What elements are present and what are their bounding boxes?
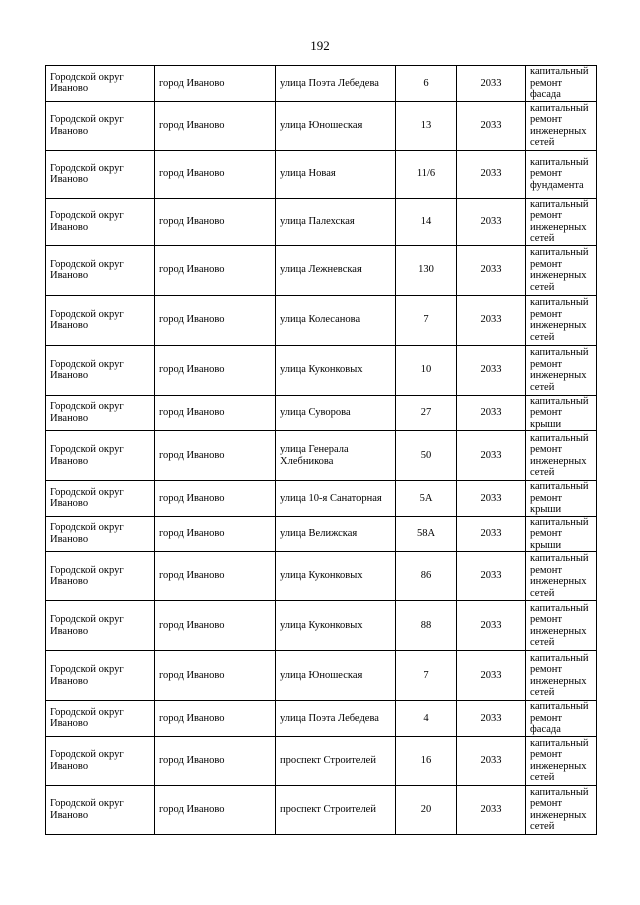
house-number-cell: 7 bbox=[396, 295, 457, 345]
street-cell: улица Суворова bbox=[276, 395, 396, 431]
okrug-cell: Городской округ Иваново bbox=[46, 66, 155, 102]
table-row bbox=[46, 481, 597, 517]
city-cell: город Иваново bbox=[155, 295, 276, 345]
table-row bbox=[46, 245, 597, 295]
street-cell: улица Куконковых bbox=[276, 345, 396, 395]
page-number: 192 bbox=[310, 38, 330, 53]
okrug-cell: Городской округ Иваново bbox=[46, 785, 155, 834]
work-type-cell: капитальный ремонт инженерных сетей bbox=[526, 295, 597, 345]
okrug-cell: Городской округ Иваново bbox=[46, 552, 155, 601]
street-cell: улица Юношеская bbox=[276, 651, 396, 701]
table-row bbox=[46, 198, 597, 245]
house-number-cell: 10 bbox=[396, 345, 457, 395]
street-cell: улица Палехская bbox=[276, 198, 396, 245]
work-type-cell: капитальный ремонт инженерных сетей bbox=[526, 431, 597, 481]
table-row bbox=[46, 150, 597, 198]
city-cell: город Иваново bbox=[155, 552, 276, 601]
work-type-cell: капитальный ремонт инженерных сетей bbox=[526, 601, 597, 651]
street-cell: проспект Строителей bbox=[276, 736, 396, 785]
year-cell: 2033 bbox=[457, 245, 526, 295]
city-cell: город Иваново bbox=[155, 66, 276, 102]
city-cell: город Иваново bbox=[155, 345, 276, 395]
okrug-cell: Городской округ Иваново bbox=[46, 516, 155, 552]
house-number-cell: 6 bbox=[396, 66, 457, 102]
table-row bbox=[46, 785, 597, 834]
okrug-cell: Городской округ Иваново bbox=[46, 395, 155, 431]
year-cell: 2033 bbox=[457, 345, 526, 395]
okrug-cell: Городской округ Иваново bbox=[46, 736, 155, 785]
work-type-cell: капитальный ремонт инженерных сетей bbox=[526, 101, 597, 150]
year-cell: 2033 bbox=[457, 552, 526, 601]
table-row bbox=[46, 101, 597, 150]
okrug-cell: Городской округ Иваново bbox=[46, 345, 155, 395]
city-cell: город Иваново bbox=[155, 150, 276, 198]
okrug-cell: Городской округ Иваново bbox=[46, 481, 155, 517]
street-cell: улица Колесанова bbox=[276, 295, 396, 345]
city-cell: город Иваново bbox=[155, 481, 276, 517]
city-cell: город Иваново bbox=[155, 245, 276, 295]
house-number-cell: 13 bbox=[396, 101, 457, 150]
year-cell: 2033 bbox=[457, 395, 526, 431]
street-cell: улица 10-я Санаторная bbox=[276, 481, 396, 517]
table-row bbox=[46, 395, 597, 431]
table-body bbox=[46, 66, 597, 835]
house-number-cell: 130 bbox=[396, 245, 457, 295]
year-cell: 2033 bbox=[457, 101, 526, 150]
okrug-cell: Городской округ Иваново bbox=[46, 101, 155, 150]
work-type-cell: капитальный ремонт инженерных сетей bbox=[526, 785, 597, 834]
year-cell: 2033 bbox=[457, 66, 526, 102]
table-row bbox=[46, 736, 597, 785]
street-cell: улица Куконковых bbox=[276, 552, 396, 601]
street-cell: улица Поэта Лебедева bbox=[276, 701, 396, 737]
city-cell: город Иваново bbox=[155, 431, 276, 481]
street-cell: улица Велижская bbox=[276, 516, 396, 552]
okrug-cell: Городской округ Иваново bbox=[46, 295, 155, 345]
year-cell: 2033 bbox=[457, 785, 526, 834]
table-row bbox=[46, 295, 597, 345]
work-type-cell: капитальный ремонт инженерных сетей bbox=[526, 552, 597, 601]
city-cell: город Иваново bbox=[155, 651, 276, 701]
house-number-cell: 27 bbox=[396, 395, 457, 431]
work-type-cell: капитальный ремонт фасада bbox=[526, 701, 597, 737]
okrug-cell: Городской округ Иваново bbox=[46, 601, 155, 651]
work-type-cell: капитальный ремонт инженерных сетей bbox=[526, 345, 597, 395]
year-cell: 2033 bbox=[457, 516, 526, 552]
work-type-cell: капитальный ремонт инженерных сетей bbox=[526, 651, 597, 701]
okrug-cell: Городской округ Иваново bbox=[46, 198, 155, 245]
work-type-cell: капитальный ремонт крыши bbox=[526, 481, 597, 517]
table-row bbox=[46, 431, 597, 481]
street-cell: улица Генерала Хлебникова bbox=[276, 431, 396, 481]
house-number-cell: 11/6 bbox=[396, 150, 457, 198]
city-cell: город Иваново bbox=[155, 785, 276, 834]
work-type-cell: капитальный ремонт фасада bbox=[526, 66, 597, 102]
okrug-cell: Городской округ Иваново bbox=[46, 150, 155, 198]
year-cell: 2033 bbox=[457, 481, 526, 517]
year-cell: 2033 bbox=[457, 701, 526, 737]
city-cell: город Иваново bbox=[155, 395, 276, 431]
year-cell: 2033 bbox=[457, 736, 526, 785]
city-cell: город Иваново bbox=[155, 701, 276, 737]
street-cell: проспект Строителей bbox=[276, 785, 396, 834]
house-number-cell: 86 bbox=[396, 552, 457, 601]
street-cell: улица Куконковых bbox=[276, 601, 396, 651]
house-number-cell: 50 bbox=[396, 431, 457, 481]
city-cell: город Иваново bbox=[155, 101, 276, 150]
house-number-cell: 5А bbox=[396, 481, 457, 517]
okrug-cell: Городской округ Иваново bbox=[46, 701, 155, 737]
table-row bbox=[46, 601, 597, 651]
year-cell: 2033 bbox=[457, 150, 526, 198]
street-cell: улица Поэта Лебедева bbox=[276, 66, 396, 102]
street-cell: улица Лежневская bbox=[276, 245, 396, 295]
street-cell: улица Новая bbox=[276, 150, 396, 198]
year-cell: 2033 bbox=[457, 601, 526, 651]
work-type-cell: капитальный ремонт фундамента bbox=[526, 150, 597, 198]
work-type-cell: капитальный ремонт инженерных сетей bbox=[526, 198, 597, 245]
house-number-cell: 4 bbox=[396, 701, 457, 737]
year-cell: 2033 bbox=[457, 198, 526, 245]
okrug-cell: Городской округ Иваново bbox=[46, 431, 155, 481]
house-number-cell: 58А bbox=[396, 516, 457, 552]
table-row bbox=[46, 66, 597, 102]
work-type-cell: капитальный ремонт крыши bbox=[526, 516, 597, 552]
table-row bbox=[46, 516, 597, 552]
street-cell: улица Юношеская bbox=[276, 101, 396, 150]
house-number-cell: 16 bbox=[396, 736, 457, 785]
house-number-cell: 88 bbox=[396, 601, 457, 651]
house-number-cell: 20 bbox=[396, 785, 457, 834]
table-row bbox=[46, 345, 597, 395]
year-cell: 2033 bbox=[457, 295, 526, 345]
table-row bbox=[46, 701, 597, 737]
table-row bbox=[46, 651, 597, 701]
year-cell: 2033 bbox=[457, 431, 526, 481]
house-number-cell: 7 bbox=[396, 651, 457, 701]
house-number-cell: 14 bbox=[396, 198, 457, 245]
city-cell: город Иваново bbox=[155, 736, 276, 785]
work-type-cell: капитальный ремонт крыши bbox=[526, 395, 597, 431]
okrug-cell: Городской округ Иваново bbox=[46, 651, 155, 701]
work-type-cell: капитальный ремонт инженерных сетей bbox=[526, 736, 597, 785]
city-cell: город Иваново bbox=[155, 198, 276, 245]
table-row bbox=[46, 552, 597, 601]
housing-repair-table bbox=[45, 65, 597, 835]
okrug-cell: Городской округ Иваново bbox=[46, 245, 155, 295]
year-cell: 2033 bbox=[457, 651, 526, 701]
work-type-cell: капитальный ремонт инженерных сетей bbox=[526, 245, 597, 295]
city-cell: город Иваново bbox=[155, 516, 276, 552]
city-cell: город Иваново bbox=[155, 601, 276, 651]
